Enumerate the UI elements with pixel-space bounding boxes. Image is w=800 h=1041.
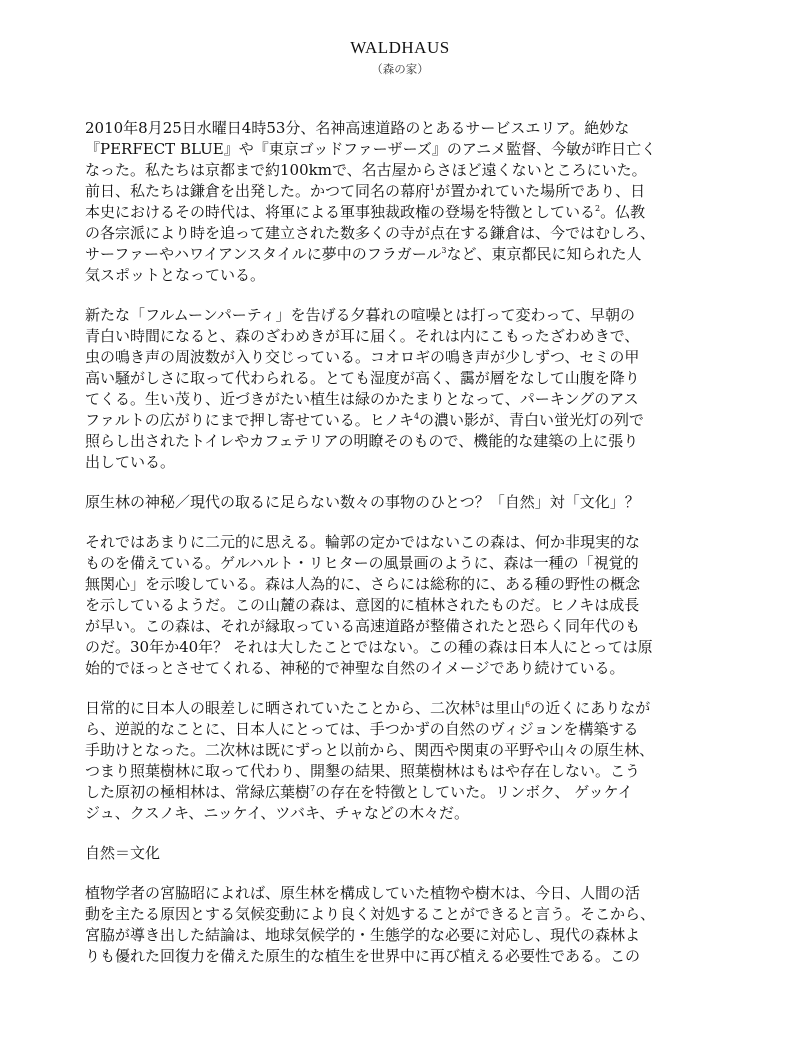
footnote-marker: 3 (441, 246, 447, 255)
paragraph (85, 698, 725, 824)
document-title: WALDHAUS (350, 38, 450, 57)
text-run: など、東京都民に知られた人 気スポットとなっている。 (85, 245, 642, 284)
footnote-marker: 1 (430, 183, 436, 192)
text-run: は里山 (480, 699, 526, 717)
text-run: 原生林の神秘／現代の取るに足らない数々の事物のひとつ？「自然」対「文化」？ (85, 493, 640, 511)
paragraph (85, 118, 725, 286)
document-subtitle: （森の家） (371, 62, 429, 76)
text-run: の濃い影が、青白い蛍光灯の列で 照らし出されたトイレやカフェテリアの明瞭そのもので、機能的な建築の上に張り 出している。 (85, 411, 645, 471)
footnote-marker: 7 (310, 784, 316, 793)
footnote-marker: 2 (595, 204, 601, 213)
text-run: それではあまりに二元的に思える。輪郭の定かではないこの森は、何か非現実的な ものを備えている。ゲルハルト・リヒターの風景画のように、森は一種の「視覚的 無関心」を示唆している。森は人為的に、さらには総称的に、ある種の野性の概念 を示しているようだ。この山麓の森は、意図的に植林されたものだ。ヒノキは成長 が早い。この森は、それが縁取っている高速道路が整備されたと恐らく同年代のも のだ。30年か40年？ それは大したことではない。この種の森は日本人にとっては原 始的でほっとさせてくれる、神秘的で神聖な自然のイメージであり続けている。 (85, 533, 653, 677)
document-body (85, 118, 725, 986)
section-heading (85, 843, 725, 864)
text-run: 。仏教 の各宗派により時を追って建立された数多くの寺が点在する鎌倉は、今ではむしろ、 サーファーやハワイアンスタイルに夢中のフラガール (85, 203, 656, 263)
text-run: の近くにありなが ら、逆説的なことに、日本人にとっては、手つかずの自然のヴィジョンを構築する 手助けとなった。二次林は既にずっと以前から、関西や関東の平野や山々の原生林、 つまり照葉樹林に取って代わり、開墾の結果、照葉樹林はもはや存在しない。こう した原初の極相林は、常緑広葉樹 (85, 699, 655, 801)
footnote-marker: 4 (413, 412, 420, 421)
text-run: 自然＝文化 (85, 844, 161, 862)
paragraph (85, 305, 725, 473)
text-run: の存在を特徴としていた。リンボク、 ゲッケイ ジュ、クスノキ、ニッケイ、ツバキ、チャなどの木々だ。 (85, 783, 633, 822)
text-run: が置かれていた場所であり、日 本史におけるその時代は、将軍による軍事独裁政権の登場を特徴としている (85, 182, 646, 221)
paragraph (85, 883, 725, 967)
text-run: 日常的に日本人の眼差しに晒されていたことから、二次林 (85, 699, 476, 717)
footnote-marker: 5 (475, 700, 481, 709)
text-run: 2010年8月25日水曜日4時53分、名神高速道路のとあるサービスエリア。絶妙な 『PERFECT BLUE』や『東京ゴッドファーザーズ』のアニメ監督、今敏が昨日亡く なった。私たちは京都まで約100kmで、名古屋からさほど遠くないところにいた。 前日、私たちは鎌倉を出発した。かつて同名の幕府 (85, 119, 657, 200)
text-run: 新たな「フルムーンパーティ」を告げる夕暮れの喧噪とは打って変わって、早朝の 青白い時間になると、森のざわめきが耳に届く。それは内にこもったざわめきで、 虫の鳴き声の周波数が入り交じっている。コオロギの鳴き声が少しずつ、セミの甲 高い騒がしさに取って代わられる。とても湿度が高く、靄が層をなして山腹を降り てくる。生い茂り、近づきがたい植生は緑のかたまりとなって、パーキングのアス ファルトの広がりにまで押し寄せている。ヒノキ (85, 306, 640, 429)
paragraph (85, 532, 725, 679)
text-run: 植物学者の宮脇昭によれば、原生林を構成していた植物や樹木は、今日、人間の活 動を主たる原因とする気候変動により良く対処することができると言う。そこから、 宮脇が導き出した結論は、地球気候学的・生態学的な必要に対応し、現代の森林よ りも優れた回復力を備えた原生的な植生を世界中に再び植える必要性である。この (85, 884, 656, 965)
paragraph (85, 492, 725, 513)
footnote-marker: 6 (525, 700, 531, 709)
